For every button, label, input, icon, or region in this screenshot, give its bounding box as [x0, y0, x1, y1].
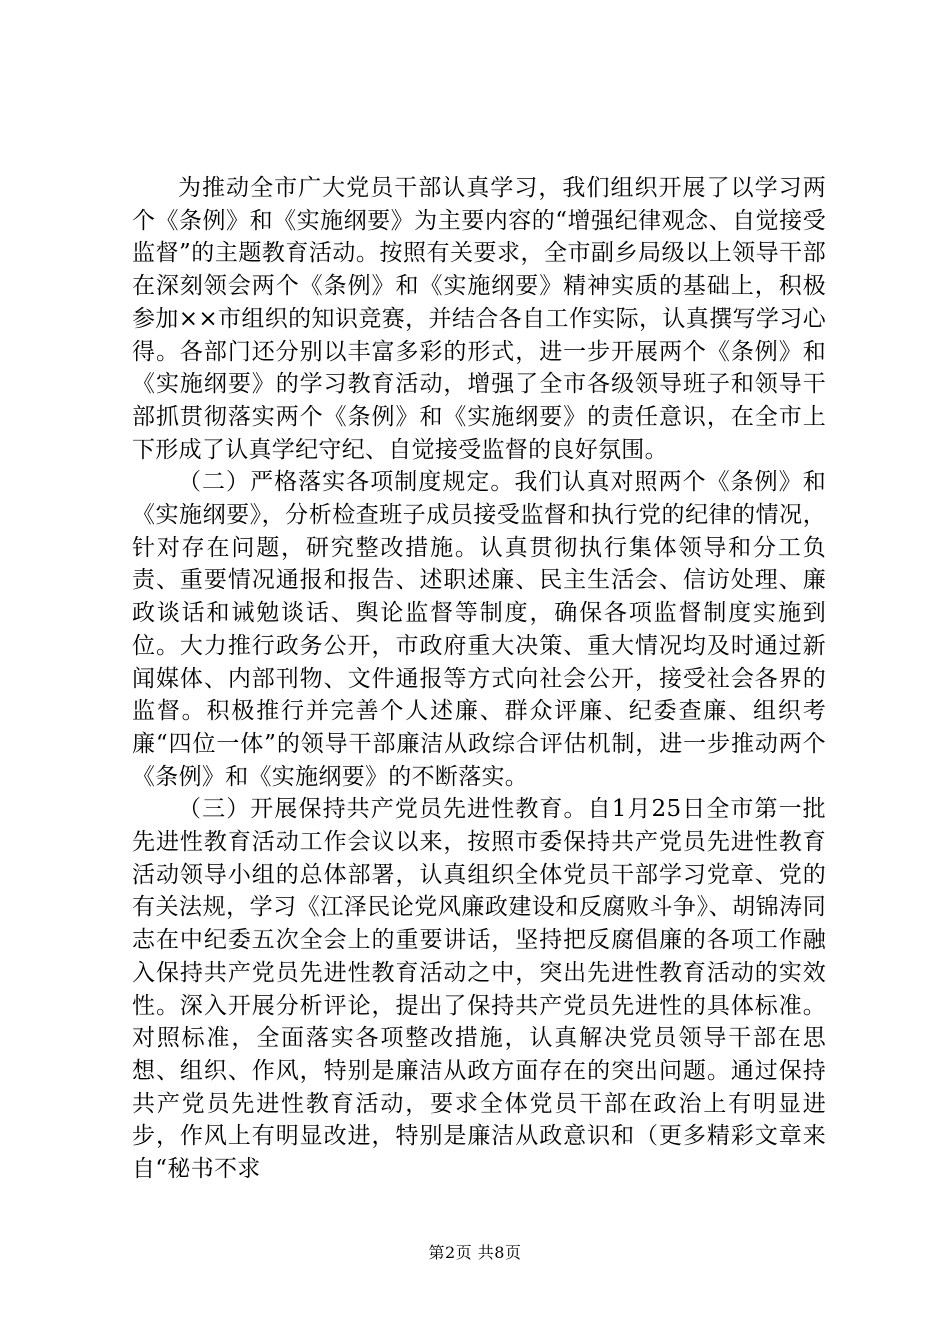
paragraph-section-2: （二）严格落实各项制度规定。我们认真对照两个《条例》和《实施纲要》，分析检查班子成员接受监督和执行党的纪律的情况，针对存在问题，研究整改措施。认真贯彻执行集体领导和分工负责、重要情况通报和报告、述职述廉、民主生活会、信访处理、廉政谈话和诫勉谈话、舆论监督等制度，确保各项监督制度实施到位。大力推行政务公开，市政府重大决策、重大情况均及时通过新闻媒体、内部刊物、文件通报等方式向社会公开，接受社会各界的监督。积极推行并完善个人述廉、群众评廉、纪委查廉、组织考廉“四位一体”的领导干部廉洁从政综合评估机制，进一步推动两个《条例》和《实施纲要》的不断落实。 — [132, 469, 826, 790]
paragraph-intro: 为推动全市广大党员干部认真学习，我们组织开展了以学习两个《条例》和《实施纲要》为主要内容的“增强纪律观念、自觉接受监督”的主题教育活动。按照有关要求，全市副乡局级以上领导干部在深刻领会两个《条例》和《实施纲要》精神实质的基础上，积极参加××市组织的知识竞赛，并结合各自工作实际，认真撰写学习心得。各部门还分别以丰富多彩的形式，进一步开展两个《条例》和《实施纲要》的学习教育活动，增强了全市各级领导班子和领导干部抓贯彻落实两个《条例》和《实施纲要》的责任意识，在全市上下形成了认真学纪守纪、自觉接受监督的良好氛围。 — [132, 175, 826, 463]
page-footer: 第2页 共8页 — [428, 1243, 522, 1262]
paragraph-section-3: （三）开展保持共产党员先进性教育。自1月25日全市第一批先进性教育活动工作会议以来，按照市委保持共产党员先进性教育活动领导小组的总体部署，认真组织全体党员干部学习党章、党的有关法规，学习《江泽民论党风廉政建设和反腐败斗争》、胡锦涛同志在中纪委五次全会上的重要讲话，坚持把反腐倡廉的各项工作融入保持共产党员先进性教育活动之中，突出先进性教育活动的实效性。深入开展分析评论，提出了保持共产党员先进性的具体标准。对照标准，全面落实各项整改措施，认真解决党员领导干部在思想、组织、作风，特别是廉洁从政方面存在的突出问题。通过保持共产党员先进性教育活动，要求全体党员干部在政治上有明显进步，作风上有明显改进，特别是廉洁从政意识和（更多精彩文章来自“秘书不求 — [132, 796, 826, 1183]
document-body — [132, 172, 826, 1186]
